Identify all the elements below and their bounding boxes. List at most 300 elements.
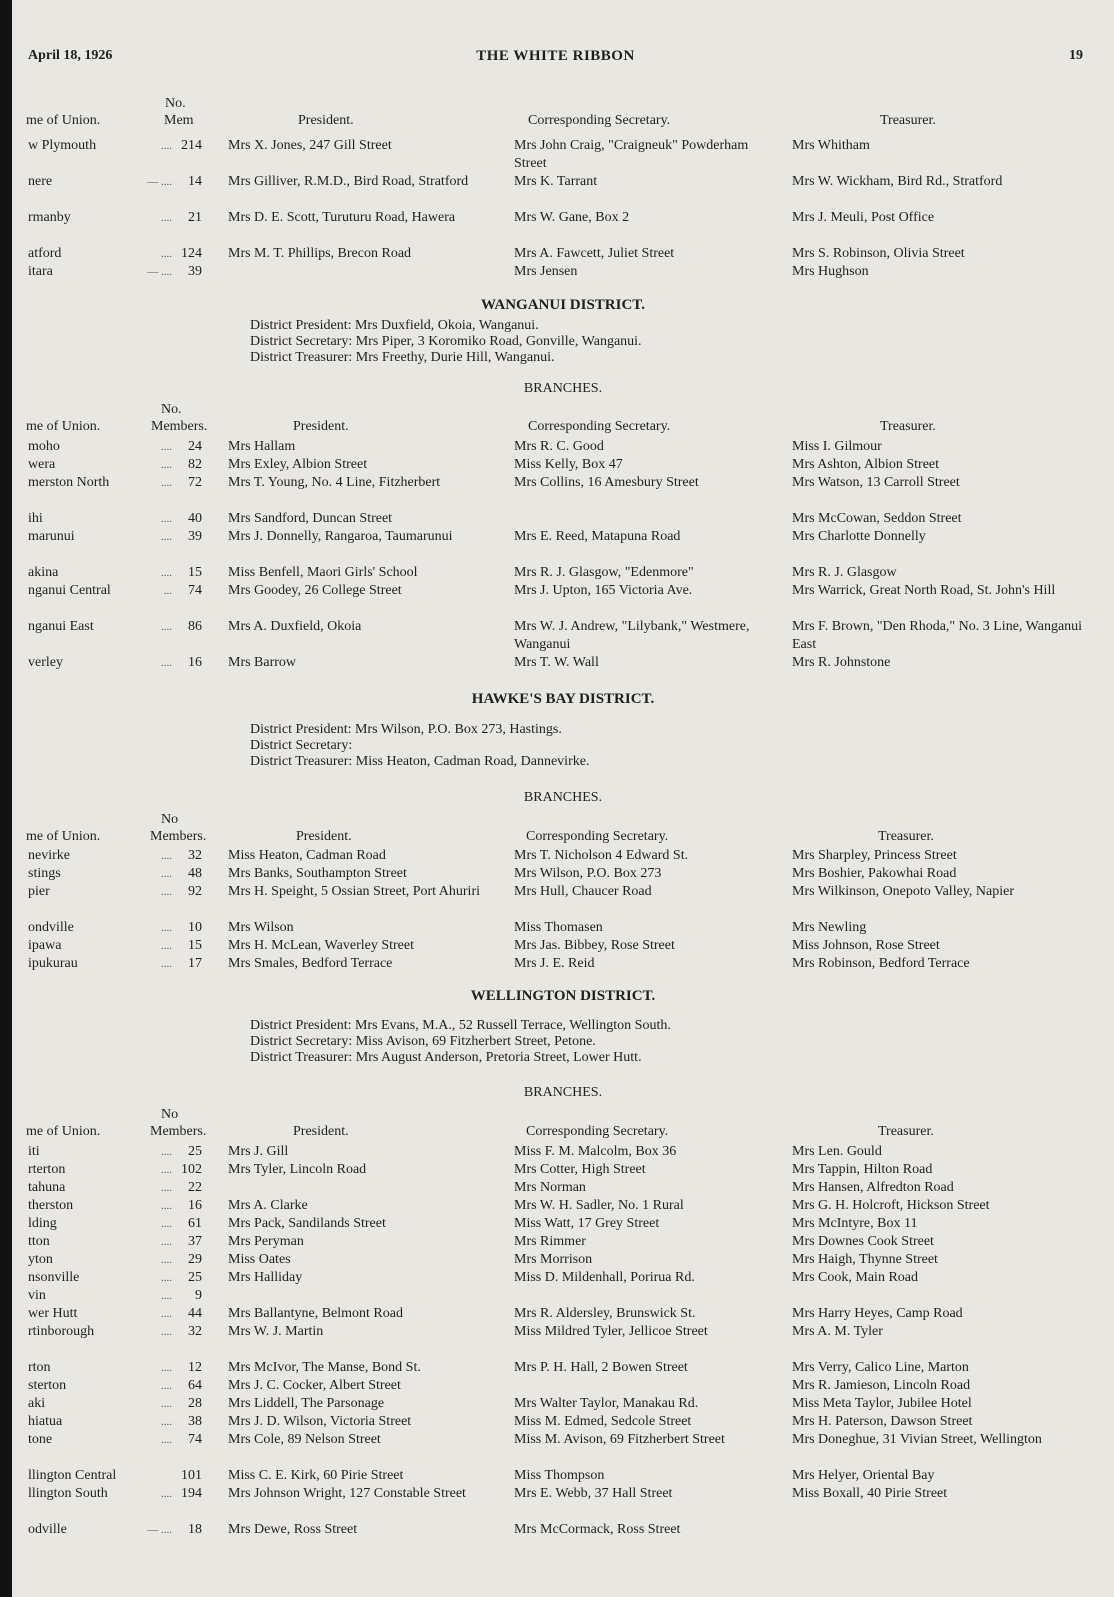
president-cell: Miss C. E. Kirk, 60 Pirie Street bbox=[228, 1468, 404, 1483]
treasurer-cell: Mrs Tappin, Hilton Road bbox=[792, 1162, 933, 1177]
president-cell: Mrs J. D. Wilson, Victoria Street bbox=[228, 1414, 412, 1429]
table-row bbox=[28, 937, 1098, 955]
table-row bbox=[28, 1215, 1098, 1233]
member-count: 40 bbox=[188, 511, 202, 526]
leader-dashes: .... bbox=[161, 1398, 172, 1410]
president-cell: Mrs Halliday bbox=[228, 1270, 303, 1285]
member-count: 29 bbox=[188, 1252, 202, 1267]
secretary-cell: Mrs Morrison bbox=[514, 1252, 593, 1267]
member-count: 48 bbox=[188, 866, 202, 881]
union-name: hiatua bbox=[28, 1414, 63, 1429]
district-secretary: District Secretary: bbox=[250, 738, 353, 753]
member-count: 21 bbox=[188, 210, 202, 225]
union-name: wera bbox=[28, 457, 56, 472]
table-row bbox=[28, 919, 1098, 937]
union-name: merston North bbox=[28, 475, 110, 490]
president-cell: Mrs M. T. Phillips, Brecon Road bbox=[228, 246, 412, 261]
secretary-cell: Mrs R. C. Good bbox=[514, 439, 604, 454]
union-name: nere bbox=[28, 174, 53, 189]
union-name: moho bbox=[28, 439, 60, 454]
secretary-cell: Mrs Jensen bbox=[514, 264, 578, 279]
issue-date: April 18, 1926 bbox=[28, 48, 113, 63]
table-row bbox=[28, 1359, 1098, 1377]
union-name: wer Hutt bbox=[28, 1306, 78, 1321]
secretary-cell: Mrs W. H. Sadler, No. 1 Rural bbox=[514, 1198, 684, 1213]
leader-dashes: ... bbox=[163, 585, 172, 597]
president-cell: Mrs A. Duxfield, Okoia bbox=[228, 619, 362, 634]
leader-dashes: .... bbox=[161, 868, 172, 880]
table-row bbox=[28, 1179, 1098, 1197]
member-count: 72 bbox=[188, 475, 202, 490]
table-row bbox=[28, 955, 1098, 973]
hawkes-bay-branches-label: BRANCHES. bbox=[523, 790, 603, 805]
member-count: 15 bbox=[188, 938, 202, 953]
treasurer-cell: Mrs Haigh, Thynne Street bbox=[792, 1252, 938, 1267]
union-name: tone bbox=[28, 1432, 53, 1447]
district-secretary: District Secretary: Miss Avison, 69 Fitzherbert Street, Petone. bbox=[250, 1034, 596, 1049]
table-row bbox=[28, 173, 1098, 209]
secretary-cell: Mrs Jas. Bibbey, Rose Street bbox=[514, 938, 675, 953]
union-name: odville bbox=[28, 1522, 67, 1537]
president-cell: Mrs McIvor, The Manse, Bond St. bbox=[228, 1360, 421, 1375]
district-treasurer: District Treasurer: Miss Heaton, Cadman Road, Dannevirke. bbox=[250, 754, 590, 769]
secretary-cell: Mrs Norman bbox=[514, 1180, 586, 1195]
leader-dashes: .... bbox=[161, 477, 172, 489]
leader-dashes: .... bbox=[161, 1362, 172, 1374]
secretary-cell: Miss M. Edmed, Sedcole Street bbox=[514, 1414, 692, 1429]
member-count: 25 bbox=[188, 1144, 202, 1159]
treasurer-cell: Mrs R. Jamieson, Lincoln Road bbox=[792, 1378, 971, 1393]
member-count: 14 bbox=[188, 174, 202, 189]
president-cell: Miss Heaton, Cadman Road bbox=[228, 848, 386, 863]
table-row bbox=[28, 582, 1098, 618]
member-count: 101 bbox=[181, 1468, 202, 1483]
president-cell: Miss Oates bbox=[228, 1252, 291, 1267]
treasurer-cell: Mrs Newling bbox=[792, 920, 867, 935]
treasurer-cell: Miss I. Gilmour bbox=[792, 439, 882, 454]
member-count: 38 bbox=[188, 1414, 202, 1429]
table-row bbox=[28, 245, 1098, 263]
secretary-cell: Mrs J. Upton, 165 Victoria Ave. bbox=[514, 583, 693, 598]
wanganui-column-headers bbox=[28, 402, 1098, 436]
table-row bbox=[28, 474, 1098, 510]
table-row bbox=[28, 1251, 1098, 1269]
member-count: 16 bbox=[188, 655, 202, 670]
president-cell: Mrs D. E. Scott, Turuturu Road, Hawera bbox=[228, 210, 456, 225]
union-name: rterton bbox=[28, 1162, 66, 1177]
table-row bbox=[28, 865, 1098, 883]
member-count: 15 bbox=[188, 565, 202, 580]
union-name: nganui East bbox=[28, 619, 94, 634]
union-name: tahuna bbox=[28, 1180, 66, 1195]
secretary-header: Corresponding Secretary. bbox=[526, 829, 669, 844]
president-cell: Mrs Smales, Bedford Terrace bbox=[228, 956, 393, 971]
no-label: No. bbox=[165, 96, 186, 111]
table-row bbox=[28, 1377, 1098, 1395]
newspaper-page bbox=[28, 0, 1098, 1597]
leader-dashes: .... bbox=[161, 1290, 172, 1302]
union-name: verley bbox=[28, 655, 63, 670]
treasurer-cell: Mrs Hughson bbox=[792, 264, 869, 279]
secretary-cell: Miss Kelly, Box 47 bbox=[514, 457, 623, 472]
secretary-cell: Mrs K. Tarrant bbox=[514, 174, 598, 189]
president-cell: Mrs Hallam bbox=[228, 439, 296, 454]
president-cell: Mrs Ballantyne, Belmont Road bbox=[228, 1306, 403, 1321]
table-row bbox=[28, 209, 1098, 245]
member-count: 39 bbox=[188, 264, 202, 279]
treasurer-cell: Mrs Robinson, Bedford Terrace bbox=[792, 956, 970, 971]
treasurer-cell: Mrs Whitham bbox=[792, 138, 870, 153]
treasurer-cell: Mrs Charlotte Donnelly bbox=[792, 529, 926, 544]
members-header: Members. bbox=[151, 419, 208, 434]
member-count: 74 bbox=[188, 1432, 202, 1447]
union-name: rmanby bbox=[28, 210, 71, 225]
secretary-cell: Miss M. Avison, 69 Fitzherbert Street bbox=[514, 1432, 725, 1447]
treasurer-cell: Mrs J. Meuli, Post Office bbox=[792, 210, 935, 225]
treasurer-header: Treasurer. bbox=[878, 1124, 934, 1139]
treasurer-cell: Mrs Boshier, Pakowhai Road bbox=[792, 866, 957, 881]
secretary-cell: Mrs P. H. Hall, 2 Bowen Street bbox=[514, 1360, 688, 1375]
member-count: 22 bbox=[188, 1180, 202, 1195]
union-name: vin bbox=[28, 1288, 46, 1303]
treasurer-cell: Miss Boxall, 40 Pirie Street bbox=[792, 1486, 948, 1501]
president-cell: Mrs Peryman bbox=[228, 1234, 304, 1249]
leader-dashes: .... bbox=[161, 248, 172, 260]
table-row bbox=[28, 456, 1098, 474]
secretary-cell: Miss D. Mildenhall, Porirua Rd. bbox=[514, 1270, 695, 1285]
member-count: 214 bbox=[181, 138, 202, 153]
leader-dashes: .... bbox=[161, 940, 172, 952]
member-count: 37 bbox=[188, 1234, 202, 1249]
table-row bbox=[28, 564, 1098, 582]
table-row bbox=[28, 1269, 1098, 1287]
secretary-cell: Mrs R. J. Glasgow, "Edenmore" bbox=[514, 565, 694, 580]
secretary-cell: Mrs Wilson, P.O. Box 273 bbox=[514, 866, 662, 881]
president-cell: Mrs Cole, 89 Nelson Street bbox=[228, 1432, 381, 1447]
members-header: Members. bbox=[150, 829, 207, 844]
president-cell: Mrs Gilliver, R.M.D., Bird Road, Stratford bbox=[228, 174, 469, 189]
wellington-table bbox=[28, 1143, 1098, 1539]
union-name-header: me of Union. bbox=[26, 1124, 101, 1139]
union-name: akina bbox=[28, 565, 59, 580]
table-row bbox=[28, 528, 1098, 564]
president-cell: Mrs W. J. Martin bbox=[228, 1324, 324, 1339]
member-count: 124 bbox=[181, 246, 202, 261]
union-name: pier bbox=[28, 884, 50, 899]
table-row bbox=[28, 847, 1098, 865]
leader-dashes: .... bbox=[161, 1236, 172, 1248]
member-count: 24 bbox=[188, 439, 202, 454]
member-count: 102 bbox=[181, 1162, 202, 1177]
union-name: nsonville bbox=[28, 1270, 80, 1285]
president-cell: Mrs J. Donnelly, Rangaroa, Taumarunui bbox=[228, 529, 453, 544]
secretary-cell: Mrs Walter Taylor, Manakau Rd. bbox=[514, 1396, 699, 1411]
union-name: nganui Central bbox=[28, 583, 111, 598]
leader-dashes: .... bbox=[161, 441, 172, 453]
secretary-cell: Mrs McCormack, Ross Street bbox=[514, 1522, 681, 1537]
leader-dashes: .... bbox=[161, 1380, 172, 1392]
treasurer-cell: Mrs McCowan, Seddon Street bbox=[792, 511, 962, 526]
hawkes-bay-district-title: HAWKE'S BAY DISTRICT. bbox=[471, 691, 655, 707]
president-cell: Miss Benfell, Maori Girls' School bbox=[228, 565, 418, 580]
table-row bbox=[28, 1197, 1098, 1215]
leader-dashes: .... bbox=[161, 1272, 172, 1284]
treasurer-cell: Mrs Downes Cook Street bbox=[792, 1234, 934, 1249]
leader-dashes: .... bbox=[161, 1182, 172, 1194]
table-row bbox=[28, 1143, 1098, 1161]
president-header: President. bbox=[293, 1124, 349, 1139]
no-label: No. bbox=[161, 402, 182, 417]
president-cell: Mrs Exley, Albion Street bbox=[228, 457, 368, 472]
leader-dashes: .... bbox=[161, 1146, 172, 1158]
page-binding-edge bbox=[0, 0, 12, 1597]
president-cell: Mrs H. McLean, Waverley Street bbox=[228, 938, 414, 953]
member-count: 32 bbox=[188, 1324, 202, 1339]
treasurer-cell: Mrs Len. Gould bbox=[792, 1144, 882, 1159]
member-count: 17 bbox=[188, 956, 202, 971]
president-cell: Mrs A. Clarke bbox=[228, 1198, 308, 1213]
table-row bbox=[28, 510, 1098, 528]
president-header: President. bbox=[293, 419, 349, 434]
secretary-header: Corresponding Secretary. bbox=[528, 419, 671, 434]
member-count: 32 bbox=[188, 848, 202, 863]
union-name: sterton bbox=[28, 1378, 67, 1393]
treasurer-cell: Mrs H. Paterson, Dawson Street bbox=[792, 1414, 973, 1429]
secretary-cell: Miss Mildred Tyler, Jellicoe Street bbox=[514, 1324, 708, 1339]
treasurer-header: Treasurer. bbox=[880, 113, 936, 128]
wellington-branches-label: BRANCHES. bbox=[523, 1085, 603, 1100]
leader-dashes: .... bbox=[161, 1218, 172, 1230]
secretary-header: Corresponding Secretary. bbox=[528, 113, 671, 128]
treasurer-header: Treasurer. bbox=[880, 419, 936, 434]
district-president: District President: Mrs Wilson, P.O. Box 273, Hastings. bbox=[250, 722, 562, 737]
leader-dashes: .... bbox=[161, 1308, 172, 1320]
wanganui-branches-label: BRANCHES. bbox=[523, 381, 603, 396]
member-count: 12 bbox=[188, 1360, 202, 1375]
leader-dashes: — .... bbox=[147, 176, 172, 188]
union-name-header: me of Union. bbox=[26, 419, 101, 434]
members-header: Mem bbox=[164, 113, 194, 128]
union-name-header: me of Union. bbox=[26, 829, 101, 844]
secretary-cell: Mrs Collins, 16 Amesbury Street bbox=[514, 475, 699, 490]
union-name: aki bbox=[28, 1396, 46, 1411]
table-row bbox=[28, 1287, 1098, 1305]
union-name-header: me of Union. bbox=[26, 113, 101, 128]
union-name: atford bbox=[28, 246, 62, 261]
district-secretary: District Secretary: Mrs Piper, 3 Koromiko Road, Gonville, Wanganui. bbox=[250, 334, 642, 349]
table-row bbox=[28, 1431, 1098, 1467]
table-row bbox=[28, 1161, 1098, 1179]
president-cell: Mrs J. Gill bbox=[228, 1144, 289, 1159]
union-name: itara bbox=[28, 264, 53, 279]
leader-dashes: .... bbox=[161, 850, 172, 862]
leader-dashes: .... bbox=[161, 1434, 172, 1446]
secretary-cell: Mrs Hull, Chaucer Road bbox=[514, 884, 652, 899]
leader-dashes: .... bbox=[161, 212, 172, 224]
union-name: llington Central bbox=[28, 1468, 117, 1483]
leader-dashes: .... bbox=[161, 1326, 172, 1338]
secretary-cell: Mrs John Craig, "Craigneuk" Powderham Street bbox=[514, 138, 749, 171]
union-name: marunui bbox=[28, 529, 75, 544]
union-name: llington South bbox=[28, 1486, 108, 1501]
wellington-officers bbox=[250, 1018, 1090, 1066]
union-name: stings bbox=[28, 866, 61, 881]
treasurer-cell: Mrs Doneghue, 31 Vivian Street, Wellington bbox=[792, 1432, 1042, 1447]
hawkes-bay-column-headers bbox=[28, 812, 1098, 846]
president-header: President. bbox=[296, 829, 352, 844]
president-cell: Mrs Goodey, 26 College Street bbox=[228, 583, 402, 598]
union-name: ihi bbox=[28, 511, 43, 526]
secretary-cell: Mrs J. E. Reid bbox=[514, 956, 595, 971]
treasurer-header: Treasurer. bbox=[878, 829, 934, 844]
president-cell: Mrs T. Young, No. 4 Line, Fitzherbert bbox=[228, 475, 441, 490]
member-count: 44 bbox=[188, 1306, 202, 1321]
president-cell: Mrs Tyler, Lincoln Road bbox=[228, 1162, 367, 1177]
leader-dashes: .... bbox=[161, 958, 172, 970]
secretary-cell: Mrs E. Reed, Matapuna Road bbox=[514, 529, 681, 544]
union-name: ipukurau bbox=[28, 956, 78, 971]
leader-dashes: .... bbox=[161, 531, 172, 543]
district-treasurer: District Treasurer: Mrs August Anderson, Pretoria Street, Lower Hutt. bbox=[250, 1050, 642, 1065]
hawkes-bay-officers bbox=[250, 722, 1090, 770]
union-name: tton bbox=[28, 1234, 50, 1249]
union-name: ondville bbox=[28, 920, 74, 935]
page-number: 19 bbox=[1069, 48, 1083, 63]
treasurer-cell: Mrs G. H. Holcroft, Hickson Street bbox=[792, 1198, 990, 1213]
secretary-cell: Mrs Cotter, High Street bbox=[514, 1162, 646, 1177]
treasurer-cell: Mrs Wilkinson, Onepoto Valley, Napier bbox=[792, 884, 1014, 899]
president-cell: Mrs J. C. Cocker, Albert Street bbox=[228, 1378, 401, 1393]
treasurer-cell: Mrs Helyer, Oriental Bay bbox=[792, 1468, 935, 1483]
table-row bbox=[28, 1467, 1098, 1485]
table-row bbox=[28, 618, 1098, 654]
leader-dashes: .... bbox=[161, 1164, 172, 1176]
treasurer-cell: Mrs F. Brown, "Den Rhoda," No. 3 Line, Wanganui East bbox=[792, 619, 1083, 652]
union-name: ipawa bbox=[28, 938, 62, 953]
secretary-cell: Miss Thompson bbox=[514, 1468, 605, 1483]
member-count: 64 bbox=[188, 1378, 202, 1393]
wanganui-officers bbox=[250, 318, 1090, 366]
member-count: 10 bbox=[188, 920, 202, 935]
president-cell: Mrs H. Speight, 5 Ossian Street, Port Ahuriri bbox=[228, 884, 480, 899]
leader-dashes: .... bbox=[161, 140, 172, 152]
secretary-cell: Mrs A. Fawcett, Juliet Street bbox=[514, 246, 675, 261]
table-row bbox=[28, 438, 1098, 456]
table-row bbox=[28, 263, 1098, 281]
member-count: 86 bbox=[188, 619, 202, 634]
page-header bbox=[28, 48, 1083, 68]
treasurer-cell: Miss Meta Taylor, Jubilee Hotel bbox=[792, 1396, 972, 1411]
treasurer-cell: Mrs R. Johnstone bbox=[792, 655, 891, 670]
leader-dashes: .... bbox=[161, 567, 172, 579]
leader-dashes: .... bbox=[161, 657, 172, 669]
treasurer-cell: Mrs S. Robinson, Olivia Street bbox=[792, 246, 965, 261]
taranaki-column-headers bbox=[28, 96, 1098, 130]
leader-dashes: .... bbox=[161, 459, 172, 471]
president-cell: Mrs Sandford, Duncan Street bbox=[228, 511, 393, 526]
wanganui-table bbox=[28, 438, 1098, 672]
treasurer-cell: Mrs Warrick, Great North Road, St. John's Hill bbox=[792, 583, 1056, 598]
member-count: 82 bbox=[188, 457, 202, 472]
secretary-cell: Miss Thomasen bbox=[514, 920, 603, 935]
treasurer-cell: Mrs A. M. Tyler bbox=[792, 1324, 883, 1339]
table-row bbox=[28, 1521, 1098, 1539]
table-row bbox=[28, 1485, 1098, 1521]
table-row bbox=[28, 1233, 1098, 1251]
secretary-cell: Mrs T. W. Wall bbox=[514, 655, 599, 670]
union-name: therston bbox=[28, 1198, 74, 1213]
taranaki-table bbox=[28, 137, 1098, 281]
member-count: 25 bbox=[188, 1270, 202, 1285]
treasurer-cell: Mrs McIntyre, Box 11 bbox=[792, 1216, 918, 1231]
treasurer-cell: Mrs Hansen, Alfredton Road bbox=[792, 1180, 954, 1195]
treasurer-cell: Mrs Verry, Calico Line, Marton bbox=[792, 1360, 969, 1375]
members-header: Members. bbox=[150, 1124, 207, 1139]
wellington-column-headers bbox=[28, 1107, 1098, 1141]
publication-title: THE WHITE RIBBON bbox=[476, 48, 635, 64]
treasurer-cell: Mrs R. J. Glasgow bbox=[792, 565, 897, 580]
president-cell: Mrs Barrow bbox=[228, 655, 297, 670]
secretary-cell: Miss Watt, 17 Grey Street bbox=[514, 1216, 660, 1231]
union-name: iti bbox=[28, 1144, 40, 1159]
treasurer-cell: Mrs Harry Heyes, Camp Road bbox=[792, 1306, 963, 1321]
union-name: rtinborough bbox=[28, 1324, 95, 1339]
table-row bbox=[28, 1395, 1098, 1413]
wanganui-district-title: WANGANUI DISTRICT. bbox=[481, 297, 645, 313]
treasurer-cell: Mrs Sharpley, Princess Street bbox=[792, 848, 957, 863]
secretary-cell: Mrs T. Nicholson 4 Edward St. bbox=[514, 848, 689, 863]
president-cell: Mrs X. Jones, 247 Gill Street bbox=[228, 138, 392, 153]
leader-dashes: .... bbox=[161, 1416, 172, 1428]
table-row bbox=[28, 883, 1098, 919]
leader-dashes: .... bbox=[161, 513, 172, 525]
treasurer-cell: Mrs W. Wickham, Bird Rd., Stratford bbox=[792, 174, 1003, 189]
treasurer-cell: Mrs Ashton, Albion Street bbox=[792, 457, 940, 472]
secretary-cell: Mrs Rimmer bbox=[514, 1234, 586, 1249]
treasurer-cell: Miss Johnson, Rose Street bbox=[792, 938, 940, 953]
president-cell: Mrs Johnson Wright, 127 Constable Street bbox=[228, 1486, 466, 1501]
member-count: 61 bbox=[188, 1216, 202, 1231]
secretary-header: Corresponding Secretary. bbox=[526, 1124, 669, 1139]
no-label: No bbox=[161, 1107, 179, 1122]
president-cell: Mrs Pack, Sandilands Street bbox=[228, 1216, 386, 1231]
president-cell: Mrs Liddell, The Parsonage bbox=[228, 1396, 385, 1411]
treasurer-cell: Mrs Watson, 13 Carroll Street bbox=[792, 475, 960, 490]
hawkes-bay-table bbox=[28, 847, 1098, 973]
member-count: 16 bbox=[188, 1198, 202, 1213]
president-cell: Mrs Banks, Southampton Street bbox=[228, 866, 407, 881]
union-name: w Plymouth bbox=[28, 138, 97, 153]
member-count: 92 bbox=[188, 884, 202, 899]
leader-dashes: .... bbox=[161, 1254, 172, 1266]
union-name: rton bbox=[28, 1360, 51, 1375]
member-count: 74 bbox=[188, 583, 202, 598]
no-label: No bbox=[161, 812, 179, 827]
union-name: lding bbox=[28, 1216, 57, 1231]
president-cell: Mrs Dewe, Ross Street bbox=[228, 1522, 358, 1537]
leader-dashes: — .... bbox=[147, 1524, 172, 1536]
treasurer-cell: Mrs Cook, Main Road bbox=[792, 1270, 918, 1285]
leader-dashes: — .... bbox=[147, 266, 172, 278]
secretary-cell: Mrs W. J. Andrew, "Lilybank," Westmere, Wanganui bbox=[514, 619, 750, 652]
table-row bbox=[28, 654, 1098, 672]
secretary-cell: Mrs W. Gane, Box 2 bbox=[514, 210, 630, 225]
union-name: nevirke bbox=[28, 848, 70, 863]
union-name: yton bbox=[28, 1252, 53, 1267]
president-cell: Mrs Wilson bbox=[228, 920, 294, 935]
member-count: 9 bbox=[195, 1288, 202, 1303]
district-president: District President: Mrs Evans, M.A., 52 Russell Terrace, Wellington South. bbox=[250, 1018, 671, 1033]
